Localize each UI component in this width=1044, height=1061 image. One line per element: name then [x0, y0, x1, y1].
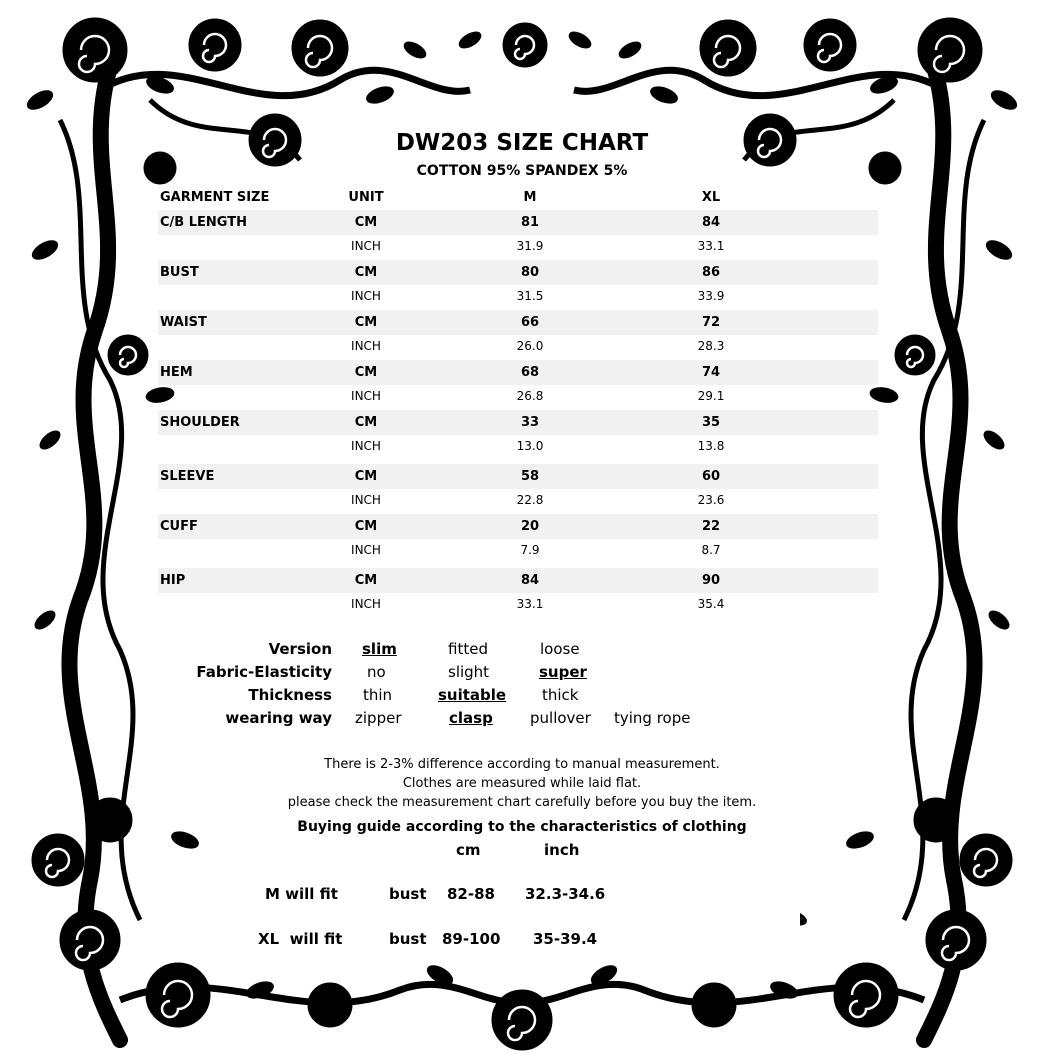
left-vine: [69, 60, 120, 1040]
guide-row-label: M will fit: [265, 885, 338, 903]
elasticity-option: no: [367, 663, 386, 681]
unit-cell: INCH: [351, 439, 381, 453]
wearing-option: clasp: [449, 709, 493, 727]
measurement-name: WAIST: [160, 315, 207, 330]
table-row: [158, 514, 878, 539]
size-xl-value: 90: [701, 573, 721, 588]
measurement-name: HIP: [160, 573, 186, 588]
table-row: [158, 568, 878, 593]
size-m-value: 84: [520, 573, 540, 588]
size-m-value: 31.9: [516, 239, 544, 253]
wearing-option: tying rope: [614, 709, 691, 727]
unit-cell: INCH: [351, 289, 381, 303]
note-laid-flat: Clothes are measured while laid flat.: [402, 776, 642, 791]
measurement-name: BUST: [160, 265, 199, 280]
size-xl-value: 72: [701, 315, 721, 330]
table-header: [158, 185, 878, 210]
thickness-option: thin: [363, 686, 393, 704]
guide-inch-header: inch: [544, 841, 580, 859]
unit-cell: INCH: [351, 339, 381, 353]
size-xl-value: 86: [701, 265, 721, 280]
wearing-option: zipper: [355, 709, 402, 727]
elasticity-option: super: [539, 663, 587, 681]
thickness-option: thick: [542, 686, 579, 704]
measurement-name: CUFF: [160, 519, 198, 534]
size-xl-value: 60: [701, 469, 721, 484]
size-xl-value: 33.1: [697, 239, 725, 253]
version-option: fitted: [448, 640, 488, 658]
table-row: [158, 434, 878, 459]
measurement-name: C/B LENGTH: [160, 215, 247, 230]
version-option: loose: [540, 640, 580, 658]
guide-row-cm: 82-88: [447, 885, 495, 903]
size-xl-value: 13.8: [697, 439, 725, 453]
table-row: [158, 538, 878, 563]
size-xl-value: 33.9: [697, 289, 725, 303]
unit-cell: INCH: [351, 543, 381, 557]
measurement-name: SHOULDER: [160, 415, 240, 430]
note-measurement-difference: There is 2-3% difference according to manual measurement.: [324, 757, 720, 772]
header-unit: UNIT: [348, 190, 384, 205]
chart-title: DW203 SIZE CHART: [395, 130, 649, 156]
unit-cell: CM: [354, 519, 378, 534]
size-m-value: 33: [520, 415, 540, 430]
elasticity-label: Fabric-Elasticity: [196, 663, 332, 681]
guide-row-part: bust: [389, 930, 427, 948]
table-row: [158, 234, 878, 259]
size-m-value: 31.5: [516, 289, 544, 303]
size-xl-value: 28.3: [697, 339, 725, 353]
table-row: [158, 284, 878, 309]
size-m-value: 80: [520, 265, 540, 280]
guide-row-inch: 32.3-34.6: [525, 885, 606, 903]
size-xl-value: 29.1: [697, 389, 725, 403]
size-xl-value: 22: [701, 519, 721, 534]
size-m-value: 58: [520, 469, 540, 484]
table-row: [158, 488, 878, 513]
guide-cm-header: cm: [456, 841, 481, 859]
unit-cell: CM: [354, 215, 378, 230]
size-m-value: 26.0: [516, 339, 544, 353]
right-vine: [924, 60, 975, 1040]
size-m-value: 81: [520, 215, 540, 230]
size-m-value: 22.8: [516, 493, 544, 507]
unit-cell: CM: [354, 573, 378, 588]
guide-row-part: bust: [389, 885, 427, 903]
size-m-value: 7.9: [520, 543, 540, 557]
table-row: [158, 592, 878, 617]
unit-cell: CM: [354, 365, 378, 380]
guide-row-cm: 89-100: [442, 930, 501, 948]
thickness-option: suitable: [438, 686, 507, 704]
buying-guide-title: Buying guide according to the characteristics of clothing: [297, 819, 747, 835]
table-row: [158, 260, 878, 285]
header-size-xl: XL: [701, 190, 721, 205]
size-m-value: 33.1: [516, 597, 544, 611]
note-check-chart: please check the measurement chart carefully before you buy the item.: [287, 795, 757, 810]
table-row: [158, 464, 878, 489]
table-row: [158, 384, 878, 409]
guide-row-label: XL will fit: [258, 930, 343, 948]
unit-cell: INCH: [351, 597, 381, 611]
elasticity-option: slight: [448, 663, 490, 681]
size-xl-value: 35.4: [697, 597, 725, 611]
size-m-value: 20: [520, 519, 540, 534]
unit-cell: CM: [354, 469, 378, 484]
size-m-value: 13.0: [516, 439, 544, 453]
unit-cell: INCH: [351, 389, 381, 403]
size-xl-value: 84: [701, 215, 721, 230]
version-option: slim: [362, 640, 397, 658]
wearing-option: pullover: [530, 709, 591, 727]
table-row: [158, 410, 878, 435]
size-xl-value: 8.7: [701, 543, 721, 557]
size-m-value: 26.8: [516, 389, 544, 403]
version-label: Version: [268, 640, 332, 658]
table-row: [158, 210, 878, 235]
unit-cell: CM: [354, 415, 378, 430]
guide-row-inch: 35-39.4: [533, 930, 598, 948]
table-row: [158, 360, 878, 385]
material-composition: COTTON 95% SPANDEX 5%: [416, 163, 628, 179]
wearing-way-label: wearing way: [225, 709, 332, 727]
size-xl-value: 35: [701, 415, 721, 430]
unit-cell: CM: [354, 265, 378, 280]
size-xl-value: 74: [701, 365, 721, 380]
header-garment-size: GARMENT SIZE: [160, 190, 270, 205]
table-row: [158, 334, 878, 359]
header-size-m: M: [523, 190, 537, 205]
measurement-name: HEM: [160, 365, 193, 380]
size-m-value: 68: [520, 365, 540, 380]
table-row: [158, 310, 878, 335]
unit-cell: INCH: [351, 493, 381, 507]
unit-cell: INCH: [351, 239, 381, 253]
unit-cell: CM: [354, 315, 378, 330]
thickness-label: Thickness: [248, 686, 332, 704]
size-xl-value: 23.6: [697, 493, 725, 507]
size-m-value: 66: [520, 315, 540, 330]
measurement-name: SLEEVE: [160, 469, 215, 484]
